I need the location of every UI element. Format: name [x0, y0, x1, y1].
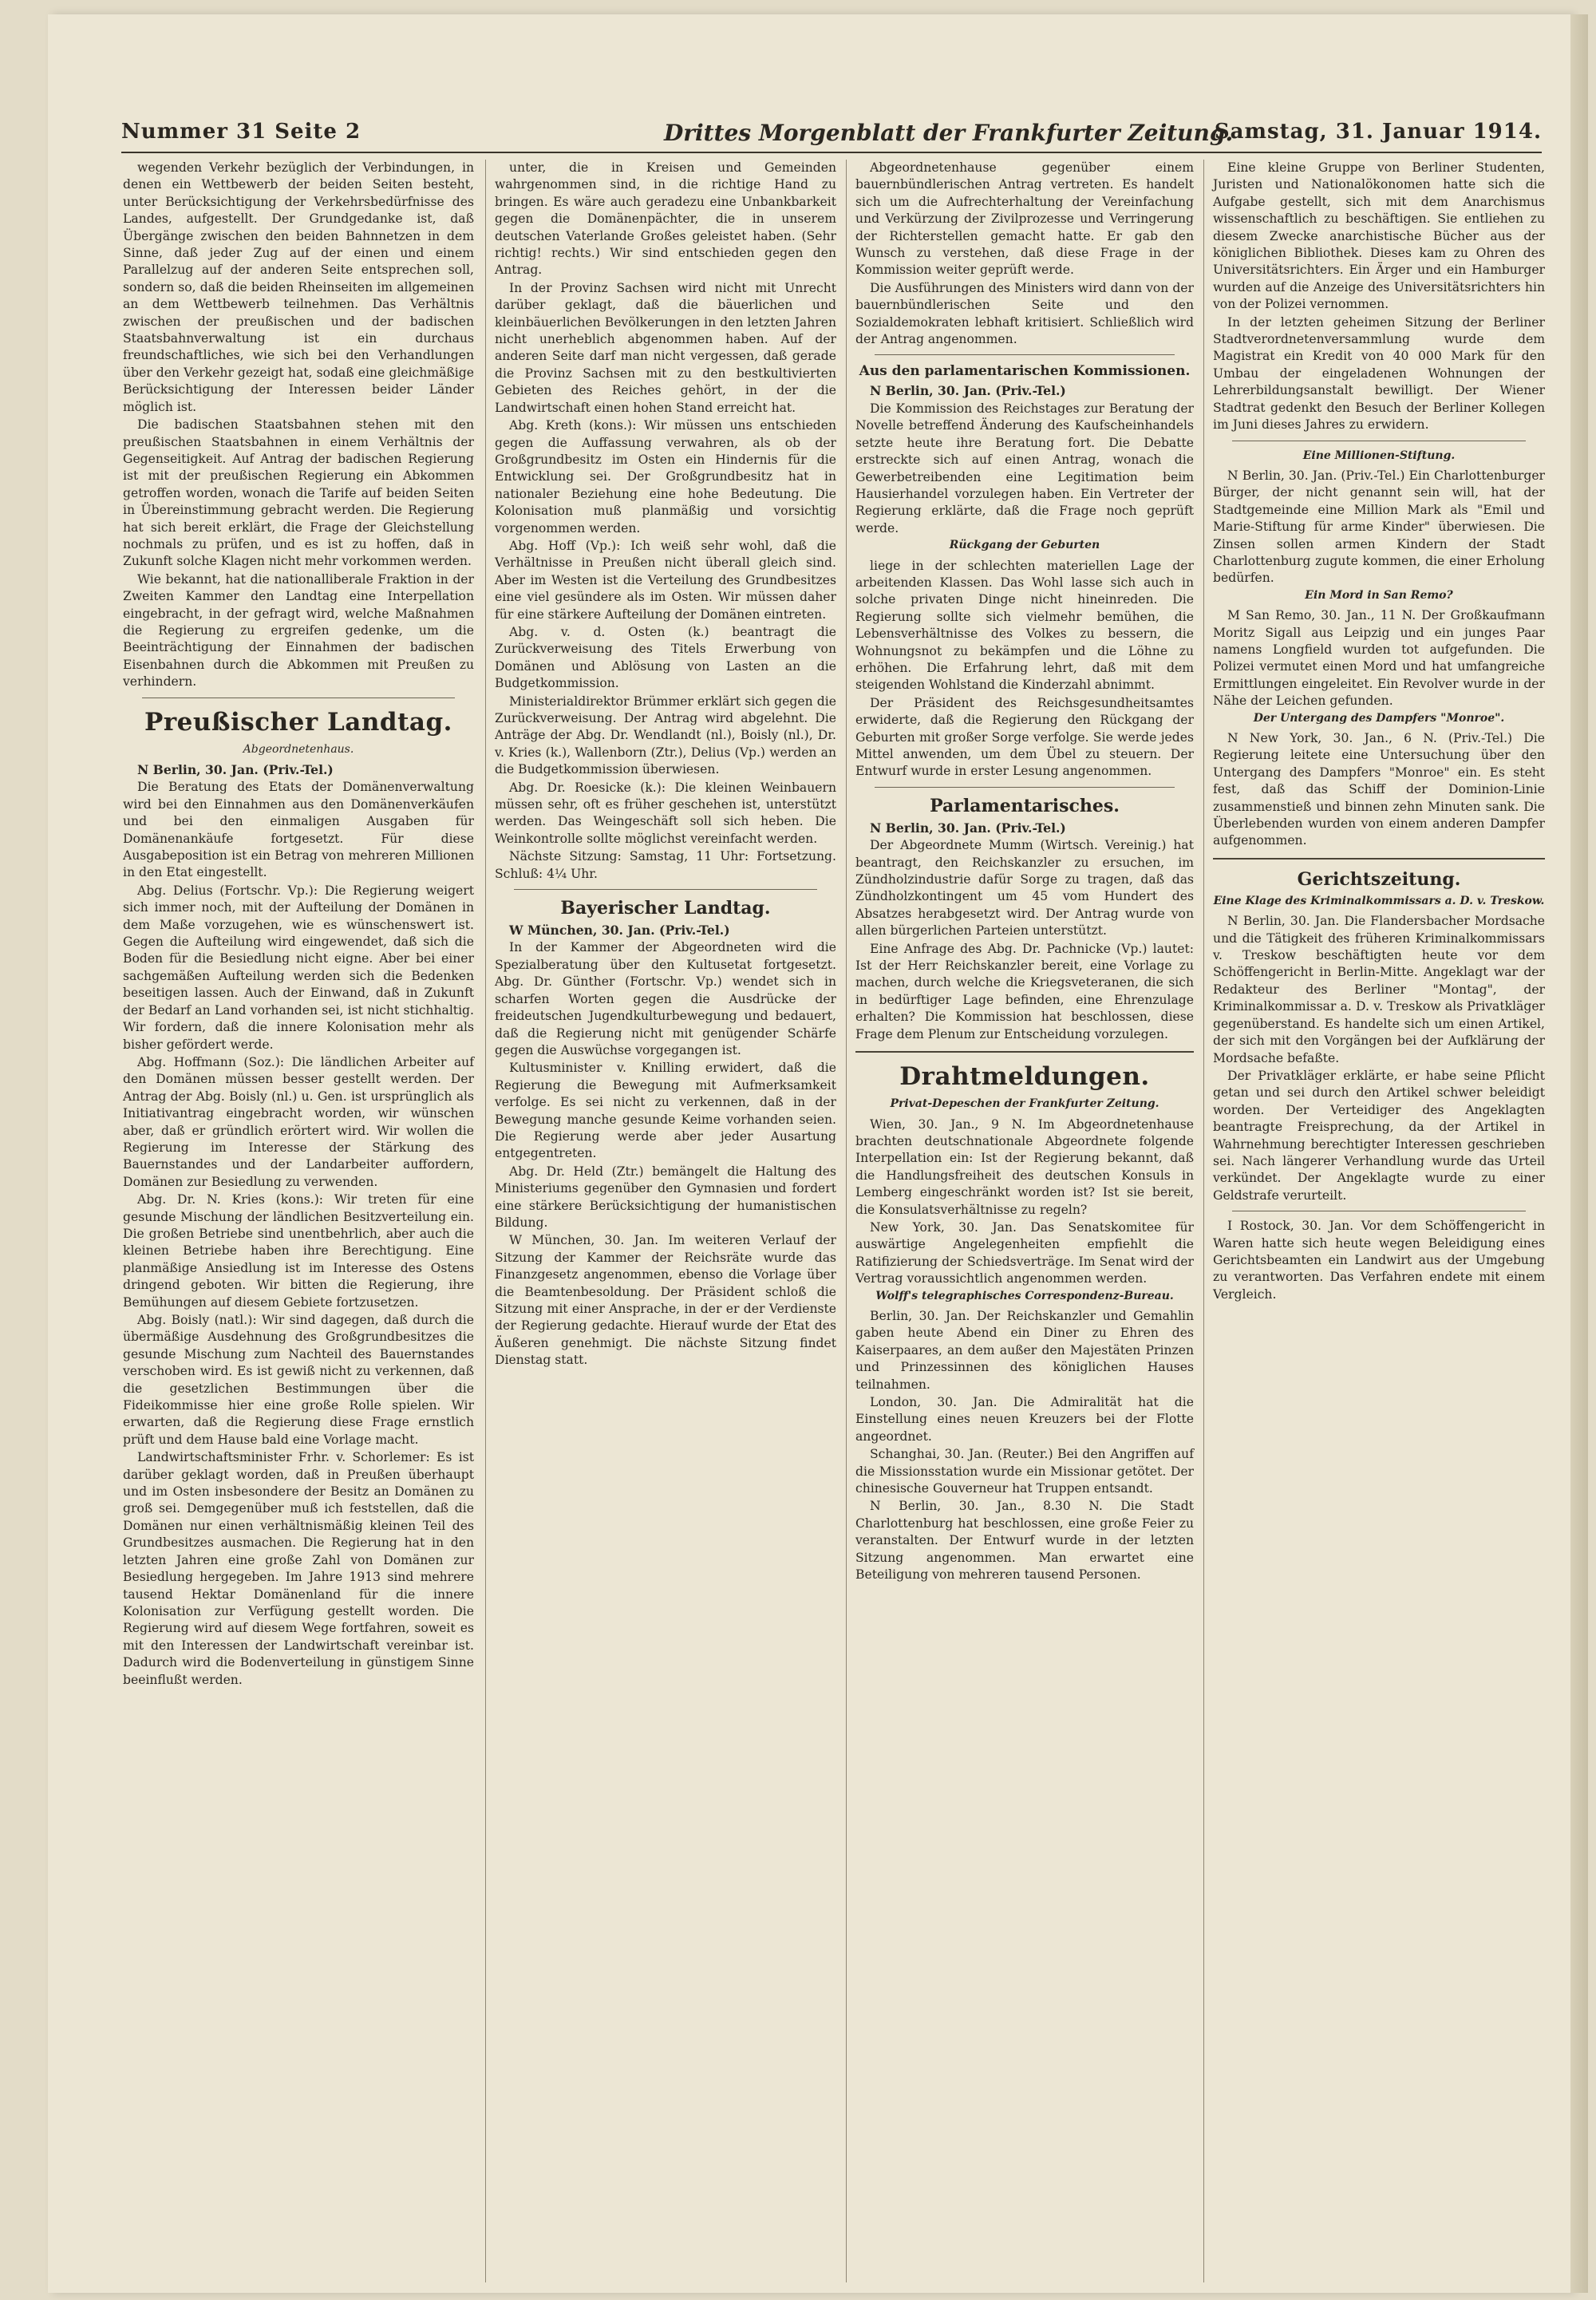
article-paragraph: Abg. Boisly (natl.): Wir sind dagegen, daß durch die übermäßige Ausdehnung des Großgrundbesitzes die gesunde Mischung zum Nachteil des Bauernstandes verschoben wird. Es ist gewiß nicht zu verkennen, daß die gesetzlichen Bestimmungen über die Fideikommisse hier eine große Rolle spielen. Wir erwarten, daß die Regierung diese Frage ernstlich prüft und dem Hause bald eine Vorlage macht.	[123, 1313, 474, 1447]
section-heading: Drahtmeldungen.	[899, 1062, 1150, 1092]
article-paragraph: N Berlin, 30. Jan., 8.30 N. Die Stadt Charlottenburg hat beschlossen, eine große Feier zu veranstalten. Der Entwurf wurde in der letzten Sitzung angenommen. Man erwartet eine Beteiligung von mehreren tausend Personen.	[855, 1499, 1194, 1583]
article-paragraph: Abg. Hoff (Vp.): Ich weiß sehr wohl, daß die Verhältnisse in Preußen nicht überall gleich sind. Aber im Westen ist die Verteilung des Grundbesitzes eine viel gesündere als im Osten. Wir müssen daher für eine stärkere Aufteilung der Domänen eintreten.	[495, 538, 836, 622]
article-paragraph: In der letzten geheimen Sitzung der Berliner Stadtverordnetenversammlung wurde dem Magistrat ein Kredit von 40 000 Mark für den Umbau der eingeladenen Wohnungen der Lehrerbildungsanstalt bewilligt. Der Wiener Stadtrat gedenkt den Besuch der Berliner Kollegen im Juni dieses Jahres zu erwidern.	[1213, 314, 1545, 433]
column-rule	[1203, 160, 1204, 2282]
section-heading: Parlamentarisches.	[930, 795, 1120, 816]
column-4	[1213, 160, 1545, 1303]
column-rule	[485, 160, 486, 2282]
article-paragraph: I Rostock, 30. Jan. Vor dem Schöffengericht in Waren hatte sich heute wegen Beleidigung eines Gerichtsbeamten ein Landwirt aus der Umgebung zu verantworten. Das Verfahren endete mit einem Vergleich.	[1213, 1219, 1545, 1302]
article-paragraph: Die Kommission des Reichstages zur Beratung der Novelle betreffend Änderung des Kaufscheinhandels setzte heute ihre Beratung fort. Die Debatte erstreckte sich auf einen Antrag, wonach die Gewerbetreibenden eine Legitimation beim Hausierhandel vorzulegen haben. Ein Vertreter der Regierung erklärte, daß die Frage noch geprüft werde.	[855, 401, 1194, 535]
article-paragraph: In der Kammer der Abgeordneten wird die Spezialberatung über den Kultusetat fortgesetzt. Abg. Dr. Günther (Fortschr. Vp.) wendet sich in scharfen Worten gegen die Ausdrücke der freideutschen Jugendkulturbewegung und bedauert, daß die Regierung nicht mit genügender Schärfe gegen die Auswüchse vorgegangen ist.	[495, 940, 836, 1057]
section-heading: Der Untergang des Dampfers "Monroe".	[1253, 711, 1505, 725]
section-heading: Aus den parlamentarischen Kommissionen.	[859, 363, 1191, 380]
article-paragraph: unter, die in Kreisen und Gemeinden wahrgenommen sind, in die richtige Hand zu bringen. Es wäre auch geradezu eine Unbankbarkeit gegen die Domänenpächter, die in unserem deutschen Vaterlande Großes geleistet haben. (Sehr richtig! rechts.) Wir sind entschieden gegen den Antrag.	[495, 160, 836, 278]
article-paragraph: Nächste Sitzung: Samstag, 11 Uhr: Fortsetzung. Schluß: 4¼ Uhr.	[495, 849, 836, 881]
dateline: N Berlin, 30. Jan. (Priv.-Tel.)	[137, 762, 334, 777]
section-heading: Bayerischer Landtag.	[560, 898, 771, 919]
dateline: N Berlin, 30. Jan. (Priv.-Tel.)	[870, 383, 1066, 399]
article-paragraph: Die Ausführungen des Ministers wird dann von der bauernbündlerischen Seite und den Sozialdemokraten lebhaft kritisiert. Schließlich wird der Antrag angenommen.	[855, 280, 1194, 347]
article-paragraph: London, 30. Jan. Die Admiralität hat die Einstellung eines neuen Kreuzers bei der Flotte angeordnet.	[855, 1395, 1194, 1444]
article-paragraph: liege in der schlechten materiellen Lage der arbeitenden Klassen. Das Wohl lasse sich auch in solche privaten Dinge nicht hineinreden. Die Regierung sollte sich vielmehr bemühen, die Lebensverhältnisse des Volkes zu bessern, die Wohnungsnot zu bekämpfen und die Löhne zu erhöhen. Die Erfahrung lehrt, daß mit dem steigenden Wohlstand die Kinderzahl abnimmt.	[855, 558, 1194, 693]
column-1	[123, 160, 474, 1689]
article-paragraph: N New York, 30. Jan., 6 N. (Priv.-Tel.) Die Regierung leitete eine Untersuchung über den Untergang des Dampfers "Monroe" ein. Es steht fest, daß das Schiff der Dominion-Linie zusammenstieß und binnen zehn Minuten sank. Die Überlebenden wurden von einem anderen Dampfer aufgenommen.	[1213, 731, 1545, 848]
issue-date: Samstag, 31. Januar 1914.	[1214, 120, 1542, 144]
article-paragraph: Kultusminister v. Knilling erwidert, daß die Regierung die Bewegung mit Aufmerksamkeit verfolge. Es sei nicht zu verkennen, daß in der Bewegung manche gesunde Keime vorhanden seien. Die Regierung werde aber jeder Ausartung entgegentreten.	[495, 1061, 836, 1161]
article-paragraph: Abg. Hoffmann (Soz.): Die ländlichen Arbeiter auf den Domänen müssen besser gestellt werden. Der Antrag der Abg. Boisly (nl.) u. Gen. ist ursprünglich als Initiativantrag eingebracht worden, wir wünschen aber, daß er gründlich erörtert wird. Wir wollen die Regierung im Interesse der Stärkung des Bauernstandes und der Landarbeiter auffordern, Domänen zur Besiedlung zu verwenden.	[123, 1054, 474, 1189]
article-paragraph: Die badischen Staatsbahnen stehen mit den preußischen Staatsbahnen in einem Verhältnis der Gegenseitigkeit. Auf Antrag der badischen Regierung ist mit der preußischen Regierung ein Abkommen getroffen worden, wonach die Tarife auf beiden Seiten in Übereinstimmung gebracht werden. Die Regierung hat sich bereit erklärt, die Frage der Gleichstellung nochmals zu prüfen, und es ist zu hoffen, daß in Zukunft solche Klagen nicht mehr vorkommen werden.	[123, 417, 474, 569]
article-paragraph: Abg. Dr. N. Kries (kons.): Wir treten für eine gesunde Mischung der ländlichen Besitzverteilung ein. Die großen Betriebe sind unentbehrlich, aber auch die kleinen Betriebe haben ihre Berechtigung. Eine planmäßige Ansiedlung ist im Interesse des Ostens dringend geboten. Wir bitten die Regierung, ihre Bemühungen auf diesem Gebiete fortzusetzen.	[123, 1192, 474, 1310]
article-paragraph: Abg. Kreth (kons.): Wir müssen uns entschieden gegen die Auffassung verwahren, als ob der Großgrundbesitz im Osten ein Hindernis für die Entwicklung sei. Der Großgrundbesitz hat in nationaler Beziehung eine hohe Bedeutung. Die Kolonisation muß planmäßig und vorsichtig vorgenommen werden.	[495, 418, 836, 535]
article-paragraph: Abg. Dr. Roesicke (k.): Die kleinen Weinbauern müssen sehr, oft es früher geschehen ist, unterstützt werden. Das Weingeschäft soll sich heben. Die Weinkontrolle sollte möglichst vereinfacht werden.	[495, 780, 836, 846]
issue-number: Nummer 31 Seite 2	[121, 120, 361, 144]
article-paragraph: N Berlin, 30. Jan. (Priv.-Tel.) Ein Charlottenburger Bürger, der nicht genannt sein will, hat der Stadtgemeinde eine Million Mark als "Emil und Marie-Stiftung für arme Kinder" überwiesen. Die Zinsen sollen armen Kindern der Stadt Charlottenburg zugute kommen, die einer Erholung bedürfen.	[1213, 468, 1545, 586]
section-heading: Gerichtszeitung.	[1297, 868, 1461, 890]
divider	[855, 1051, 1194, 1053]
article-paragraph: Eine kleine Gruppe von Berliner Studenten, Juristen und Nationalökonomen hatte sich die Aufgabe gestellt, sich mit dem Anarchismus wissenschaftlich zu beschäftigen. Sie entliehen zu diesem Zwecke anarchistische Bücher aus der königlichen Bibliothek. Dieses kam zu Ohren des Universitätsrichters. Ein Ärger und ein Hamburger wurden auf die Anzeige des Universitätsrichters hin von der Polizei vernommen.	[1213, 160, 1545, 312]
article-paragraph: W München, 30. Jan. Im weiteren Verlauf der Sitzung der Kammer der Reichsräte wurde das Finanzgesetz angenommen, ebenso die Vorlage über die Beamtenbesoldung. Der Präsident schloß die Sitzung mit einer Ansprache, in der er der Verdienste der Regierung gedachte. Hierauf wurde der Etat des Äußeren genehmigt. Die nächste Sitzung findet Dienstag statt.	[495, 1233, 836, 1368]
divider	[875, 354, 1175, 355]
article-paragraph: Der Abgeordnete Mumm (Wirtsch. Vereinig.) hat beantragt, den Reichskanzler zu ersuchen, im Zündholzindustrie dafür Sorge zu tragen, daß das Zündholzkontingent um 45 vom Hundert des Absatzes herabgesetzt wird. Der Antrag wurde von allen bürgerlichen Parteien unterstützt.	[855, 838, 1194, 939]
subsection-heading: Rückgang der Geburten	[949, 539, 1100, 552]
section-heading: Preußischer Landtag.	[144, 707, 452, 737]
article-paragraph: New York, 30. Jan. Das Senatskomitee für auswärtige Angelegenheiten empfiehlt die Ratifizierung der Schiedsverträge. Im Senat wird der Vertrag voraussichtlich angenommen werden.	[855, 1219, 1194, 1286]
article-paragraph: Abgeordnetenhause gegenüber einem bauernbündlerischen Antrag vertreten. Es handelt sich um die Aufrechterhaltung der Vereinfachung und Verkürzung der Zivilprozesse und Verringerung der Richterstellen gemacht hatte. Er gab den Wunsch zu verstehen, daß diese Frage in der Kommission weiter geprüft werde.	[855, 160, 1194, 278]
divider	[875, 787, 1175, 788]
section-subheading: Eine Klage des Kriminalkommissars a. D. v. Treskow.	[1213, 894, 1545, 907]
article-paragraph: Der Präsident des Reichsgesundheitsamtes erwiderte, daß die Regierung den Rückgang der Geburten mit großer Sorge verfolge. Sie werde jedes Mittel anwenden, um dem Übel zu steuern. Der Entwurf wurde in erster Lesung angenommen.	[855, 695, 1194, 779]
column-rule	[846, 160, 847, 2282]
article-paragraph: Ministerialdirektor Brümmer erklärt sich gegen die Zurückverweisung. Der Antrag wird abgelehnt. Die Anträge der Abg. Dr. Wendlandt (nl.), Boisly (nl.), Dr. v. Kries (k.), Wallenborn (Ztr.), Delius (Vp.) werden an die Budgetkommission überwiesen.	[495, 694, 836, 777]
article-paragraph: Abg. v. d. Osten (k.) beantragt die Zurückverweisung des Titels Erwerbung von Domänen und Ablösung von Lasten an die Budgetkommission.	[495, 624, 836, 691]
divider	[1213, 858, 1545, 860]
article-paragraph: Abg. Dr. Held (Ztr.) bemängelt die Haltung des Ministeriums gegenüber den Gymnasien und fordert eine stärkere Berücksichtigung der humanistischen Bildung.	[495, 1164, 836, 1230]
article-paragraph: Schanghai, 30. Jan. (Reuter.) Bei den Angriffen auf die Missionsstation wurde ein Missionar getötet. Der chinesische Gouverneur hat Truppen entsandt.	[855, 1447, 1194, 1496]
section-subheading: Wolff's telegraphisches Correspondenz-Bureau.	[875, 1289, 1174, 1302]
article-paragraph: M San Remo, 30. Jan., 11 N. Der Großkaufmann Moritz Sigall aus Leipzig und ein junges Paar namens Longfield wurden tot aufgefunden. Die Polizei vermutet einen Mord und hat umfangreiche Ermittlungen eingeleitet. Ein Revolver wurde in der Nähe der Leichen gefunden.	[1213, 608, 1545, 709]
section-subheading: Abgeordnetenhaus.	[243, 742, 354, 756]
section-heading: Ein Mord in San Remo?	[1305, 588, 1453, 602]
article-paragraph: Abg. Delius (Fortschr. Vp.): Die Regierung weigert sich immer noch, mit der Aufteilung der Domänen in dem Maße vorzugehen, wie es wünschenswert ist. Gegen die Aufteilung wird eingewendet, daß sich die Boden für die Besiedlung nicht eigne. Aber bei einer sachgemäßen Aufteilung werden sich die Bedenken beseitigen lassen. Auch der Einwand, daß in Zukunft der Bedarf an Land vorhanden sei, ist nicht stichhaltig. Wir fordern, daß die innere Kolonisation mehr als bisher gefördert werde.	[123, 883, 474, 1052]
article-paragraph: wegenden Verkehr bezüglich der Verbindungen, in denen ein Wettbewerb der beiden Seiten besteht, unter Berücksichtigung der Verkehrsbedürfnisse des Landes, aufgestellt. Der Grundgedanke ist, daß Übergänge zwischen den beiden Bahnnetzen in dem Sinne, daß jeder Zug auf der einen und einem Parallelzug auf der anderen Seite entsprechen soll, sondern so, daß die beiden Rheinseiten im allgemeinen an dem Wettbewerb teilnehmen. Das Verhältnis zwischen der preußischen und der badischen Staatsbahnverwaltung ist ein durchaus freundschaftliches, wie sich bei den Verhandlungen über den Verkehr gezeigt hat, sodaß eine gleichmäßige Berücksichtigung der Interessen beider Länder möglich ist.	[123, 160, 474, 414]
divider	[514, 889, 817, 890]
column-2	[495, 160, 836, 1369]
masthead	[121, 117, 1542, 153]
dateline: N Berlin, 30. Jan. (Priv.-Tel.)	[870, 820, 1066, 836]
section-heading: Eine Millionen-Stiftung.	[1302, 449, 1456, 462]
section-subheading: Privat-Depeschen der Frankfurter Zeitung.	[890, 1097, 1159, 1111]
article-paragraph: Wie bekannt, hat die nationalliberale Fraktion in der Zweiten Kammer den Landtag eine Interpellation eingebracht, in der gefragt wird, welche Maßnahmen die Regierung zu ergreifen gedenke, um die Beeinträchtigung der Einnahmen der badischen Eisenbahnen durch die Abkommen mit Preußen zu verhindern.	[123, 571, 474, 690]
newspaper-title: Drittes Morgenblatt der Frankfurter Zeitung.	[664, 120, 1234, 146]
article-paragraph: Der Privatkläger erklärte, er habe seine Pflicht getan und sei durch den Artikel schwer beleidigt worden. Der Verteidiger des Angeklagten beantragte Freisprechung, da der Artikel in Wahrnehmung berechtigter Interessen geschrieben sei. Nach längerer Verhandlung wurde das Urteil verkündet. Der Angeklagte wurde zu einer Geldstrafe verurteilt.	[1213, 1068, 1545, 1203]
article-paragraph: In der Provinz Sachsen wird nicht mit Unrecht darüber geklagt, daß die bäuerlichen und kleinbäuerlichen Bevölkerungen in den letzten Jahren nicht unerheblich abgenommen haben. Auf der anderen Seite darf man nicht vergessen, daß gerade die Provinz Sachsen mit zu den bestkultivierten Gebieten des Reiches gehört, in der die Landwirtschaft einen hohen Stand erreicht hat.	[495, 280, 836, 415]
column-3	[855, 160, 1194, 1583]
article-paragraph: Eine Anfrage des Abg. Dr. Pachnicke (Vp.) lautet: Ist der Herr Reichskanzler bereit, eine Vorlage zu machen, durch welche die Kriegsveteranen, die sich in bedürftiger Lage befinden, eine Ehrenzulage erhalten? Die Kommission hat beschlossen, diese Frage dem Plenum zur Entscheidung vorzulegen.	[855, 941, 1194, 1041]
article-paragraph: N Berlin, 30. Jan. Die Flandersbacher Mordsache und die Tätigkeit des früheren Kriminalkommissars v. Treskow beschäftigten heute vor dem Schöffengericht in Berlin-Mitte. Angeklagt war der Redakteur des Berliner "Montag", der Kriminalkommissar a. D. v. Treskow als Privatkläger gegenüberstand. Es handelte sich um einen Artikel, der sich mit den Vorgängen bei der Aufklärung der Mordsache befaßte.	[1213, 914, 1545, 1065]
article-paragraph: Landwirtschaftsminister Frhr. v. Schorlemer: Es ist darüber geklagt worden, daß in Preußen überhaupt und im Osten insbesondere der Besitz an Domänen zu groß sei. Demgegenüber muß ich feststellen, daß die Domänen nur einen verhältnismäßig kleinen Teil des Grundbesitzes ausmachen. Die Regierung hat in den letzten Jahren eine große Zahl von Domänen zur Besiedlung hergegeben. Im Jahre 1913 sind mehrere tausend Hektar Domänenland für die innere Kolonisation zur Verfügung gestellt worden. Die Regierung wird auf diesem Wege fortfahren, soweit es mit den Interessen der Landwirtschaft vereinbar ist. Dadurch wird die Bodenverteilung in günstigem Sinne beeinflußt werden.	[123, 1450, 474, 1687]
dateline: W München, 30. Jan. (Priv.-Tel.)	[509, 923, 730, 939]
article-paragraph: Die Beratung des Etats der Domänenverwaltung wird bei den Einnahmen aus den Domänenverkäufen und bei den einmaligen Ausgaben für Domänenankäufe fortgesetzt. Für diese Ausgabeposition ist ein Betrag von mehreren Millionen in den Etat eingestellt.	[123, 780, 474, 880]
newspaper-page	[48, 14, 1570, 2293]
article-paragraph: Wien, 30. Jan., 9 N. Im Abgeordnetenhause brachten deutschnationale Abgeordnete folgende Interpellation ein: Ist der Regierung bekannt, daß die Handlungsfreiheit des deutschen Konsuls in Lemberg eingeschränkt worden ist? Ist sie bereit, die Konsulatsverhältnisse zu regeln?	[855, 1116, 1194, 1217]
article-paragraph: Berlin, 30. Jan. Der Reichskanzler und Gemahlin gaben heute Abend ein Diner zu Ehren des Kaiserpaares, an dem außer den Majestäten Prinzen und Prinzessinnen des königlichen Hauses teilnahmen.	[855, 1308, 1194, 1392]
